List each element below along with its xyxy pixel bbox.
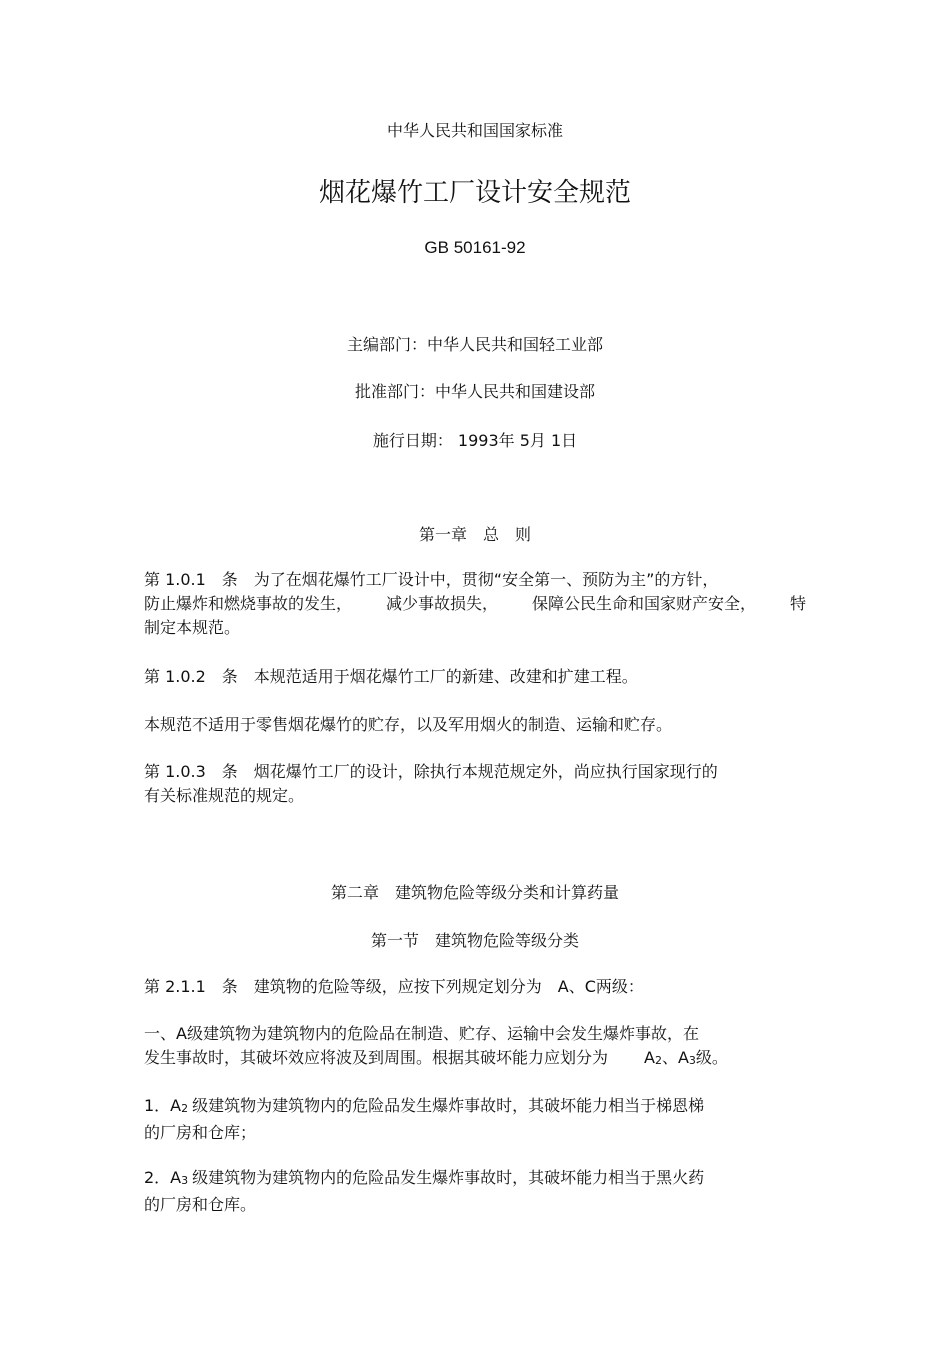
text-fragment: 减少事故损失， xyxy=(385,594,498,613)
text-fragment: 特 xyxy=(789,594,806,613)
text-fragment: 发生事故时，其破坏效应将波及到周围。根据其破坏能力应划分为 xyxy=(144,1048,609,1067)
item-class-a2-line2: 的厂房和仓库； xyxy=(144,1123,257,1142)
item-class-a2-line1 xyxy=(144,1094,824,1121)
item-class-a-line1: 一、A级建筑物为建筑物内的危险品在制造、贮存、运输中会发生爆炸事故，在 xyxy=(144,1024,699,1043)
article-1-0-2: 第 1.0.2 条 本规范适用于烟花爆竹工厂的新建、改建和扩建工程。 xyxy=(144,667,638,686)
text-fragment: 保障公民生命和国家财产安全， xyxy=(531,594,756,613)
text-fragment: A xyxy=(644,1048,655,1067)
article-1-0-1-line3: 制定本规范。 xyxy=(144,618,241,637)
effective-date: 施行日期： 1993年 5月 1日 xyxy=(372,431,578,450)
subscript: 2 xyxy=(654,1054,662,1067)
text-fragment: 级建筑物为建筑物内的危险品发生爆炸事故时，其破坏能力相当于黑火药 xyxy=(192,1168,705,1187)
article-1-0-1-line2 xyxy=(144,592,806,616)
section-1-heading: 第一节 建筑物危险等级分类 xyxy=(370,931,579,950)
item-class-a2 xyxy=(144,1094,824,1145)
subscript: 2 xyxy=(181,1102,189,1115)
text-fragment: 1．A xyxy=(144,1096,182,1115)
subscript: 3 xyxy=(181,1174,189,1187)
standard-code: GB 50161-92 xyxy=(424,238,526,257)
subscript: 3 xyxy=(688,1054,696,1067)
text-fragment: 级建筑物为建筑物内的危险品发生爆炸事故时，其破坏能力相当于梯恩梯 xyxy=(192,1096,705,1115)
text-fragment: 防止爆炸和燃烧事故的发生， xyxy=(144,594,353,613)
text-fragment: 、A xyxy=(661,1048,689,1067)
chapter-1-heading: 第一章 总 则 xyxy=(418,525,531,544)
item-class-a3-line1 xyxy=(144,1166,824,1193)
article-1-0-1-line1: 第 1.0.1 条 为了在烟花爆竹工厂设计中，贯彻“安全第一、预防为主”的方针， xyxy=(144,570,719,589)
article-1-0-2-note: 本规范不适用于零售烟花爆竹的贮存，以及军用烟火的制造、运输和贮存。 xyxy=(144,715,673,734)
chapter-2-heading: 第二章 建筑物危险等级分类和计算药量 xyxy=(330,883,619,902)
item-class-a xyxy=(144,1022,824,1073)
item-class-a3 xyxy=(144,1166,824,1217)
article-2-1-1: 第 2.1.1 条 建筑物的危险等级，应按下列规定划分为 A、C两级： xyxy=(144,977,644,996)
item-class-a3-line2: 的厂房和仓库。 xyxy=(144,1195,257,1214)
document-title: 烟花爆竹工厂设计安全规范 xyxy=(318,178,631,208)
national-standard-label: 中华人民共和国国家标准 xyxy=(386,121,563,140)
item-class-a-line2 xyxy=(144,1046,824,1073)
article-1-0-3-line1: 第 1.0.3 条 烟花爆竹工厂的设计，除执行本规范规定外，尚应执行国家现行的 xyxy=(144,762,718,781)
text-fragment: 级。 xyxy=(695,1048,728,1067)
article-1-0-3 xyxy=(144,760,824,808)
editor-department: 主编部门：中华人民共和国轻工业部 xyxy=(346,335,603,354)
article-1-0-1 xyxy=(144,568,824,640)
approver-department: 批准部门：中华人民共和国建设部 xyxy=(354,382,595,401)
article-1-0-3-line2: 有关标准规范的规定。 xyxy=(144,786,305,805)
text-fragment: 2．A xyxy=(144,1168,182,1187)
